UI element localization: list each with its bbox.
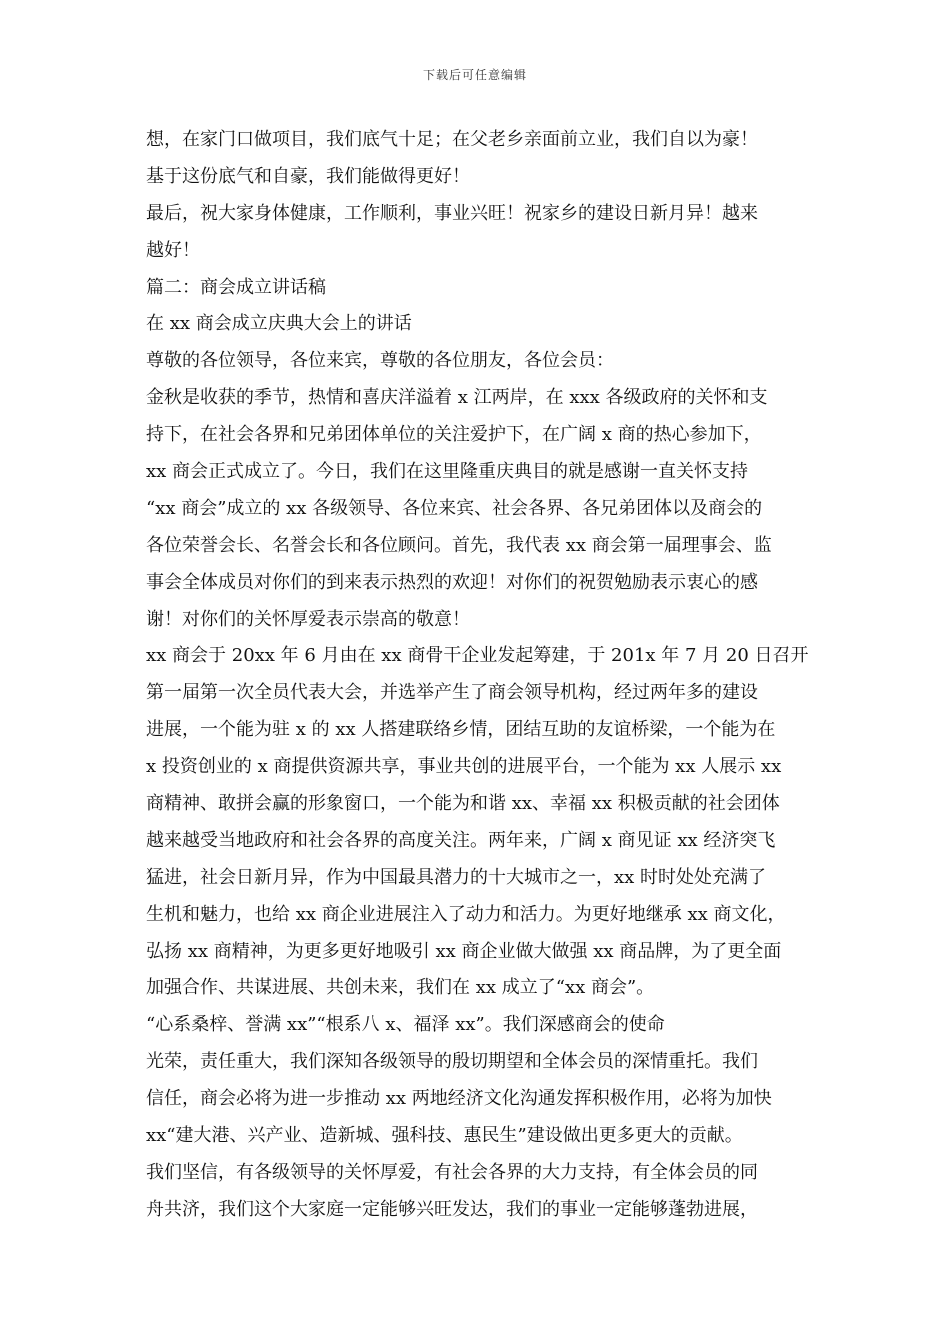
text-line: 生机和魅力，也给 xx 商企业进展注入了动力和活力。为更好地继承 xx 商文化，	[146, 903, 786, 925]
text-line: 光荣，责任重大，我们深知各级领导的殷切期望和全体会员的深情重托。我们	[146, 1051, 758, 1073]
text-line: 谢！对你们的关怀厚爱表示崇高的敬意！	[146, 608, 470, 630]
text-line: 加强合作、共谋进展、共创未来，我们在 xx 成立了“xx 商会”。	[146, 977, 655, 999]
text-line: “心系桑梓、誉满 xx”“根系八 x、福泽 xx”。我们深感商会的使命	[146, 1014, 665, 1036]
text-line: 越好！	[146, 239, 200, 261]
text-line: 金秋是收获的季节，热情和喜庆洋溢着 x 江两岸，在 xxx 各级政府的关怀和支	[146, 387, 768, 409]
document-body	[146, 122, 814, 1229]
text-line: 想，在家门口做项目，我们底气十足；在父老乡亲面前立业，我们自以为豪！	[146, 129, 758, 150]
text-line: 基于这份底气和自豪，我们能做得更好！	[146, 165, 470, 187]
text-line: 猛进，社会日新月异，作为中国最具潜力的十大城市之一，xx 时时处处充满了	[146, 866, 767, 888]
text-line: xx“建大港、兴产业、造新城、强科技、惠民生”建设做出更多更大的贡献。	[146, 1125, 743, 1147]
text-line: 越来越受当地政府和社会各界的高度关注。两年来，广阔 x 商见证 xx 经济突飞	[146, 829, 776, 851]
section-heading: 篇二：商会成立讲话稿	[146, 276, 326, 298]
text-line: 进展，一个能为驻 x 的 xx 人搭建联络乡情，团结互助的友谊桥梁，一个能为在	[146, 719, 776, 741]
text-line: 商精神、敢拼会赢的形象窗口，一个能为和谐 xx、幸福 xx 积极贡献的社会团体	[146, 793, 780, 815]
text-line: xx 商会于 20xx 年 6 月由在 xx 商骨干企业发起筹建，于 201x 年 7 月 20 日召开	[146, 645, 809, 667]
text-line: “xx 商会”成立的 xx 各级领导、各位来宾、社会各界、各兄弟团体以及商会的	[146, 497, 763, 519]
salutation: 尊敬的各位领导，各位来宾，尊敬的各位朋友，各位会员：	[146, 350, 614, 372]
text-line: 弘扬 xx 商精神，为更多更好地吸引 xx 商企业做大做强 xx 商品牌，为了更全面	[146, 940, 782, 962]
text-line: 持下，在社会各界和兄弟团体单位的关注爱护下，在广阔 x 商的热心参加下，	[146, 424, 762, 446]
text-line: 我们坚信，有各级领导的关怀厚爱，有社会各界的大力支持，有全体会员的同	[146, 1161, 758, 1183]
text-line: 舟共济，我们这个大家庭一定能够兴旺发达，我们的事业一定能够蓬勃进展，	[146, 1198, 758, 1220]
page-header: 下载后可任意编辑	[422, 68, 527, 82]
text-line: 信任，商会必将为进一步推动 xx 两地经济文化沟通发挥积极作用，必将为加快	[146, 1088, 772, 1110]
text-line: xx 商会正式成立了。今日，我们在这里隆重庆典目的就是感谢一直关怀支持	[146, 461, 749, 483]
text-line: 事会全体成员对你们的到来表示热烈的欢迎！对你们的祝贺勉励表示衷心的感	[146, 571, 758, 593]
speech-title: 在 xx 商会成立庆典大会上的讲话	[146, 313, 412, 335]
text-line: 第一届第一次全员代表大会，并选举产生了商会领导机构，经过两年多的建设	[146, 682, 758, 704]
text-line: 最后，祝大家身体健康，工作顺利，事业兴旺！祝家乡的建设日新月异！越来	[146, 202, 758, 224]
text-line: x 投资创业的 x 商提供资源共享，事业共创的进展平台，一个能为 xx 人展示 xx	[146, 756, 782, 778]
text-line: 各位荣誉会长、名誉会长和各位顾问。首先，我代表 xx 商会第一届理事会、监	[146, 534, 772, 556]
